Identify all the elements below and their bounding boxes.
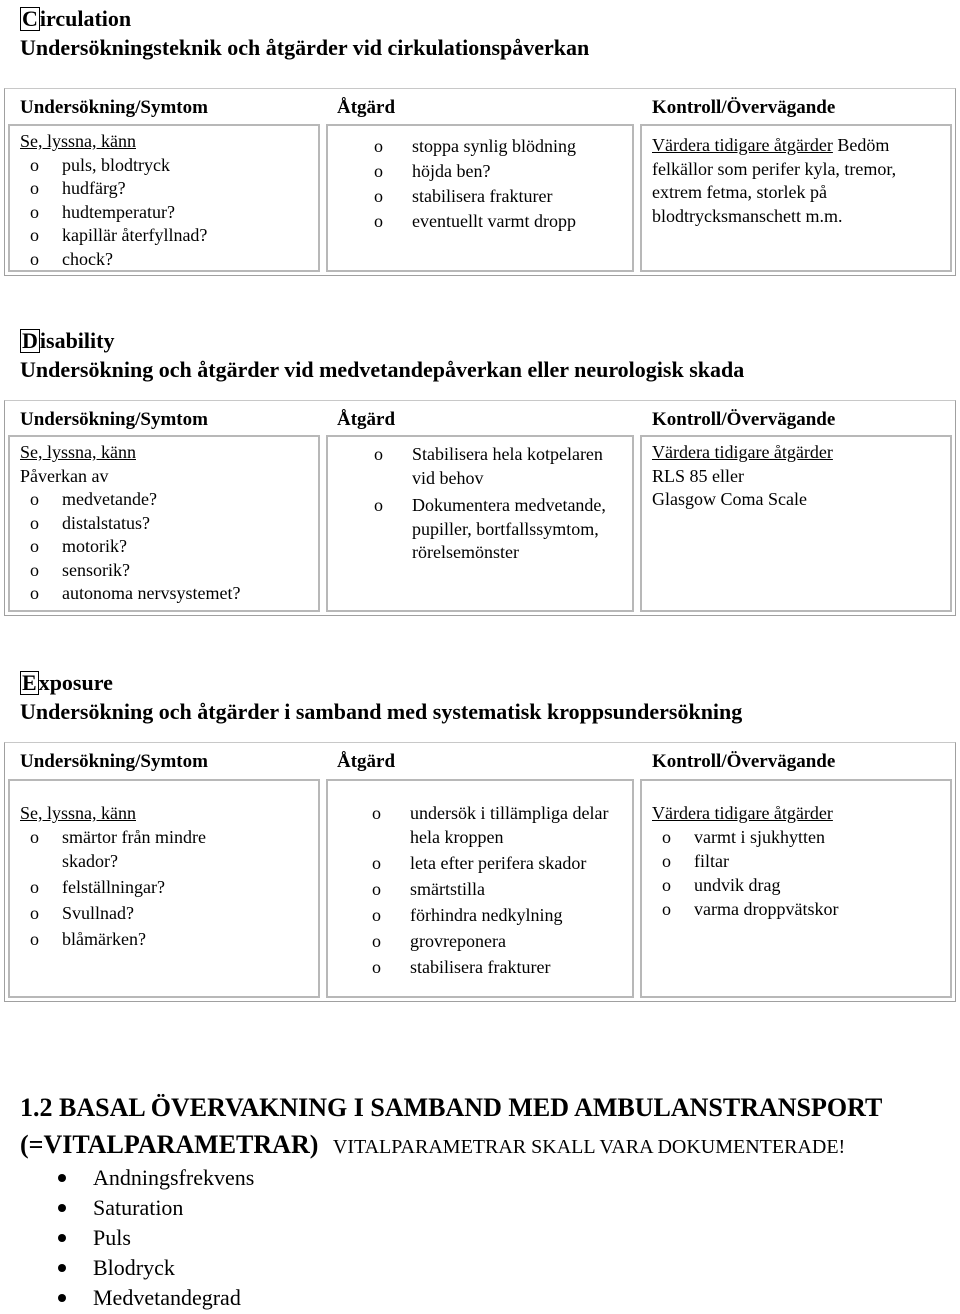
list-item: o stabilisera frakturer <box>374 186 553 206</box>
list-item: o varmt i sjukhytten <box>662 827 825 847</box>
circulation-title: Circulation <box>22 6 132 31</box>
list-item: o höjda ben? <box>374 161 491 181</box>
list-item: o hudtemperatur? <box>30 201 175 222</box>
list-item: Puls <box>58 1223 254 1253</box>
bullet-icon <box>58 1204 66 1212</box>
table-cell <box>640 435 952 612</box>
disability-subtitle: Undersökning och åtgärder vid medvetandepåverkan eller neurologisk skada <box>20 357 745 382</box>
cell-lead: Se, lyssna, känn <box>20 131 136 151</box>
bullet-icon <box>58 1174 66 1182</box>
exposure-title: Exposure <box>22 670 113 695</box>
table-cell <box>8 779 320 998</box>
column-header: Kontroll/Övervägande <box>652 409 836 430</box>
list-item: o stabilisera frakturer <box>372 957 551 977</box>
section-heading: 1.2 BASAL ÖVERVAKNING I SAMBAND MED AMBULANSTRANSPORT <box>20 1093 883 1122</box>
list-item: o puls, blodtryck <box>30 154 170 175</box>
table-cell <box>326 124 634 272</box>
list-item: Andningsfrekvens <box>58 1163 254 1193</box>
list-item: o smärtstilla <box>372 879 485 899</box>
table-cell <box>326 435 634 612</box>
column-header: Kontroll/Övervägande <box>652 97 836 118</box>
cell-line: RLS 85 eller <box>652 465 744 486</box>
table-cell <box>8 124 320 272</box>
list-item: o smärtor från mindre skador? <box>30 827 206 871</box>
list-item: o stoppa synlig blödning <box>374 136 577 156</box>
column-header: Åtgärd <box>337 409 396 430</box>
list-item: Medvetandegrad <box>58 1283 254 1313</box>
list-item: o grovreponera <box>372 931 506 951</box>
list-item: o medvetande? <box>30 489 157 509</box>
column-header: Åtgärd <box>337 97 396 118</box>
list-item: o hudfärg? <box>30 178 126 198</box>
cell-lead: Värdera tidigare åtgärder <box>652 803 833 823</box>
table-cell <box>640 779 952 998</box>
column-header: Kontroll/Övervägande <box>652 751 836 772</box>
column-header: Undersökning/Symtom <box>20 97 208 118</box>
cell-lead: Se, lyssna, känn <box>20 442 136 462</box>
list-item: o Stabilisera hela kotpelaren vid behov <box>374 444 603 488</box>
list-item: o förhindra nedkylning <box>372 905 563 925</box>
title-initial: D <box>22 328 38 353</box>
cell-line: Påverkan av <box>20 465 109 486</box>
list-item: o blåmärken? <box>30 929 146 949</box>
table-cell <box>326 779 634 998</box>
list-item: o filtar <box>662 851 729 871</box>
list-item: o undvik drag <box>662 875 781 895</box>
list-item: Saturation <box>58 1193 254 1223</box>
list-item: o autonoma nervsystemet? <box>30 583 241 603</box>
list-item: o leta efter perifera skador <box>372 853 587 873</box>
list-item: o undersök i tillämpliga delar hela kroppen <box>372 803 609 847</box>
cell-text: Värdera tidigare åtgärder Bedöm felkällor som perifer kyla, tremor, extrem fetma, storlek på blodtrycksmanschett m.m. <box>652 135 897 226</box>
cell-lead: Se, lyssna, känn <box>20 803 136 823</box>
exposure-subtitle: Undersökning och åtgärder i samband med systematisk kroppsundersökning <box>20 699 743 724</box>
disability-title: Disability <box>22 328 115 353</box>
list-item: o sensorik? <box>30 559 130 580</box>
title-initial: C <box>22 6 38 31</box>
title-initial: E <box>22 670 37 695</box>
bullet-icon <box>58 1264 66 1272</box>
bullet-icon <box>58 1234 66 1242</box>
cell-lead: Värdera tidigare åtgärder <box>652 442 833 462</box>
list-item: o distalstatus? <box>30 512 150 533</box>
list-item: o varma droppvätskor <box>662 899 839 919</box>
vital-parameter-list <box>58 1163 254 1313</box>
list-item: o Svullnad? <box>30 903 134 923</box>
bullet-icon <box>58 1294 66 1302</box>
list-item: o motorik? <box>30 536 127 556</box>
list-item: o chock? <box>30 248 113 269</box>
column-header: Åtgärd <box>337 751 396 772</box>
list-item: Blodryck <box>58 1253 254 1283</box>
list-item: o Dokumentera medvetande, pupiller, bortfallssymtom, rörelsemönster <box>374 495 606 562</box>
column-header: Undersökning/Symtom <box>20 751 208 772</box>
table-cell <box>640 124 952 272</box>
table-cell <box>8 435 320 612</box>
section-heading-line2: (=VITALPARAMETRAR) VITALPARAMETRAR SKALL VARA DOKUMENTERADE! <box>20 1130 846 1159</box>
list-item: o eventuellt varmt dropp <box>374 211 576 231</box>
list-item: o kapillär återfyllnad? <box>30 225 208 245</box>
circulation-subtitle: Undersökningsteknik och åtgärder vid cirkulationspåverkan <box>20 35 590 60</box>
cell-line: Glasgow Coma Scale <box>652 489 807 509</box>
column-header: Undersökning/Symtom <box>20 409 208 430</box>
list-item: o felställningar? <box>30 877 165 897</box>
